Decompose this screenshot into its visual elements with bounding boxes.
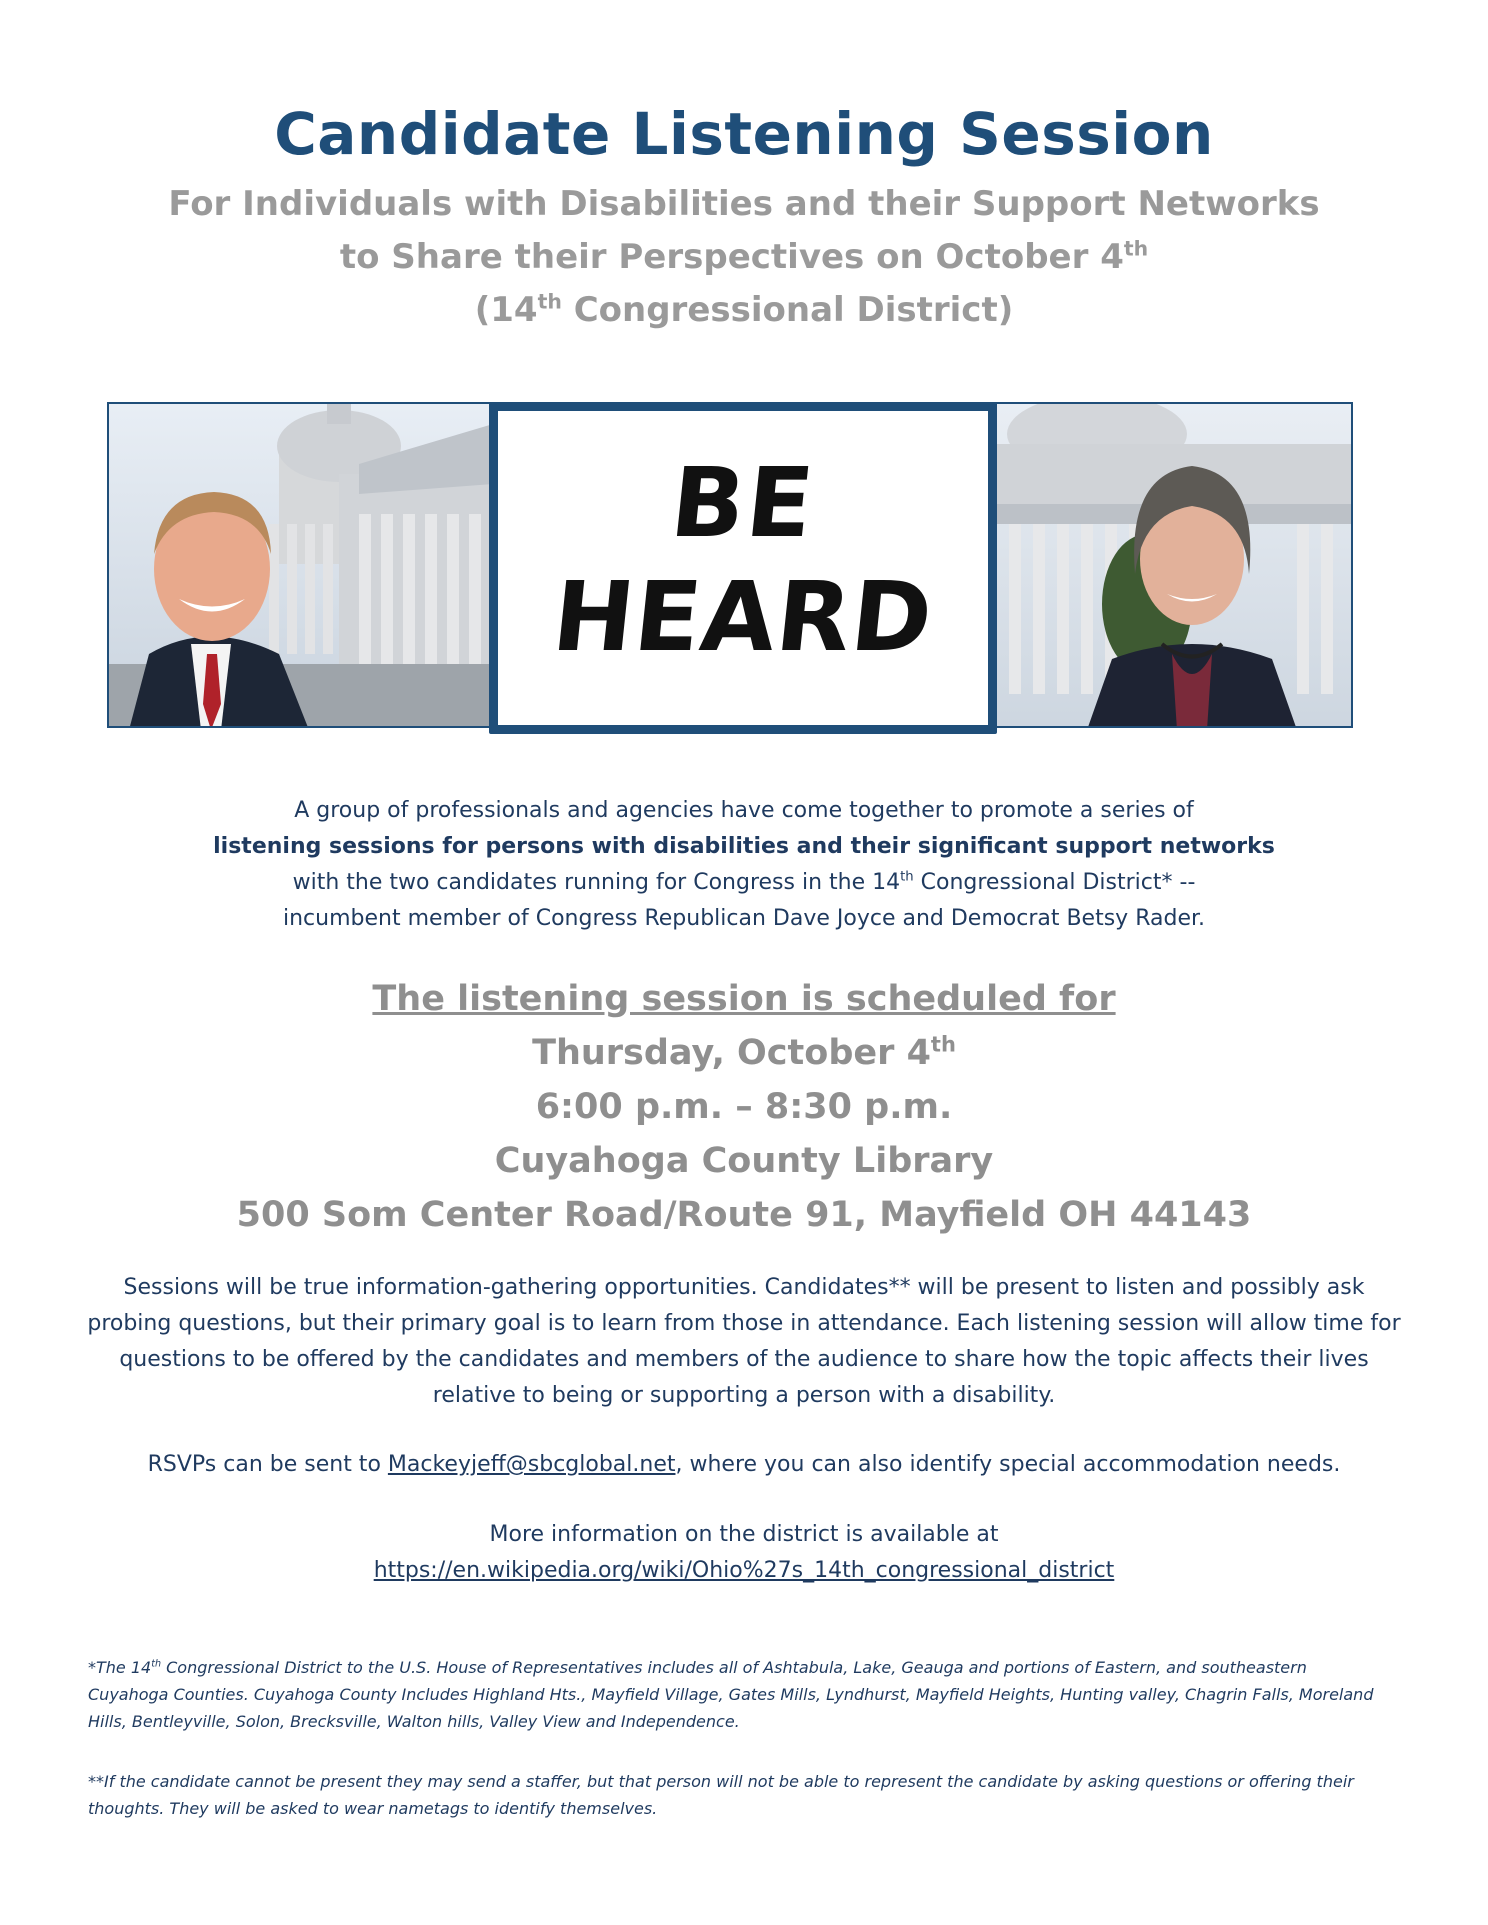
rsvp-email-link[interactable]: Mackeyjeff@sbcglobal.net (387, 1452, 676, 1477)
candidate-photo-left (109, 404, 493, 728)
rsvp-line: RSVPs can be sent to Mackeyjeff@sbcglobal.net, where you can also identify special accommodation needs. (147, 1452, 1341, 1477)
intro-line-4: incumbent member of Congress Republican Dave Joyce and Democrat Betsy Rader. (283, 906, 1205, 931)
more-info (0, 1517, 1488, 1589)
be-heard-line-1: BE (665, 447, 821, 559)
schedule-date: Thursday, October 4th (532, 1032, 956, 1073)
schedule-heading: The listening session is scheduled for (372, 979, 1116, 1019)
district-wiki-link[interactable]: https://en.wikipedia.org/wiki/Ohio%27s_14th_congressional_district (373, 1558, 1115, 1583)
subtitle-line-3: (14th Congressional District) (474, 289, 1014, 330)
subtitle-line-2: to Share their Perspectives on October 4th (339, 236, 1149, 277)
more-info-label: More information on the district is available at (489, 1522, 999, 1547)
footnote-staffer: **If the candidate cannot be present they may send a staffer, but that person will not be able to represent the candidate by asking questions or offering their thoughts. They will be asked to wear nametags to identify themselves. (88, 1772, 1354, 1818)
page-subtitle (0, 178, 1488, 337)
subtitle-line-1: For Individuals with Disabilities and their Support Networks (168, 184, 1320, 224)
schedule-venue: Cuyahoga County Library (494, 1141, 994, 1181)
intro-line-2: listening sessions for persons with disabilities and their significant support networks (213, 834, 1275, 859)
footnote-district: *The 14th Congressional District to the U.S. House of Representatives includes all of Ashtabula, Lake, Geauga and portions of Eastern, and southeastern Cuyahoga Counties. Cuyahoga County Includes Highland Hts., Mayfield Village, Gates Mills, Lyndhurst, Mayfield Heights, Hunting valley, Chagrin Falls, Moreland Hills, Bentleyville, Solon, Brecksville, Walton hills, Valley View and Independence. (88, 1658, 1374, 1731)
candidate-photo-right (997, 404, 1353, 728)
intro-line-1: A group of professionals and agencies have come together to promote a series of (294, 798, 1194, 823)
intro-paragraph (0, 793, 1488, 937)
be-heard-line-2: HEARD (547, 561, 939, 673)
sessions-paragraph: Sessions will be true information-gathering opportunities. Candidates** will be present to listen and possibly ask probing questions, but their primary goal is to learn from those in attendance. Each listening session will allow time for questions to be offered by the candidates and members of the audience to share how the topic affects their lives relative to being or supporting a person with a disability. (87, 1275, 1401, 1408)
schedule-block (0, 972, 1488, 1242)
schedule-time: 6:00 p.m. – 8:30 p.m. (535, 1087, 953, 1127)
be-heard-logo (489, 402, 997, 734)
page-title: Candidate Listening Session (274, 100, 1214, 168)
schedule-address: 500 Som Center Road/Route 91, Mayfield OH 44143 (236, 1195, 1252, 1235)
intro-line-3: with the two candidates running for Congress in the 14th Congressional District* -- (292, 869, 1196, 895)
